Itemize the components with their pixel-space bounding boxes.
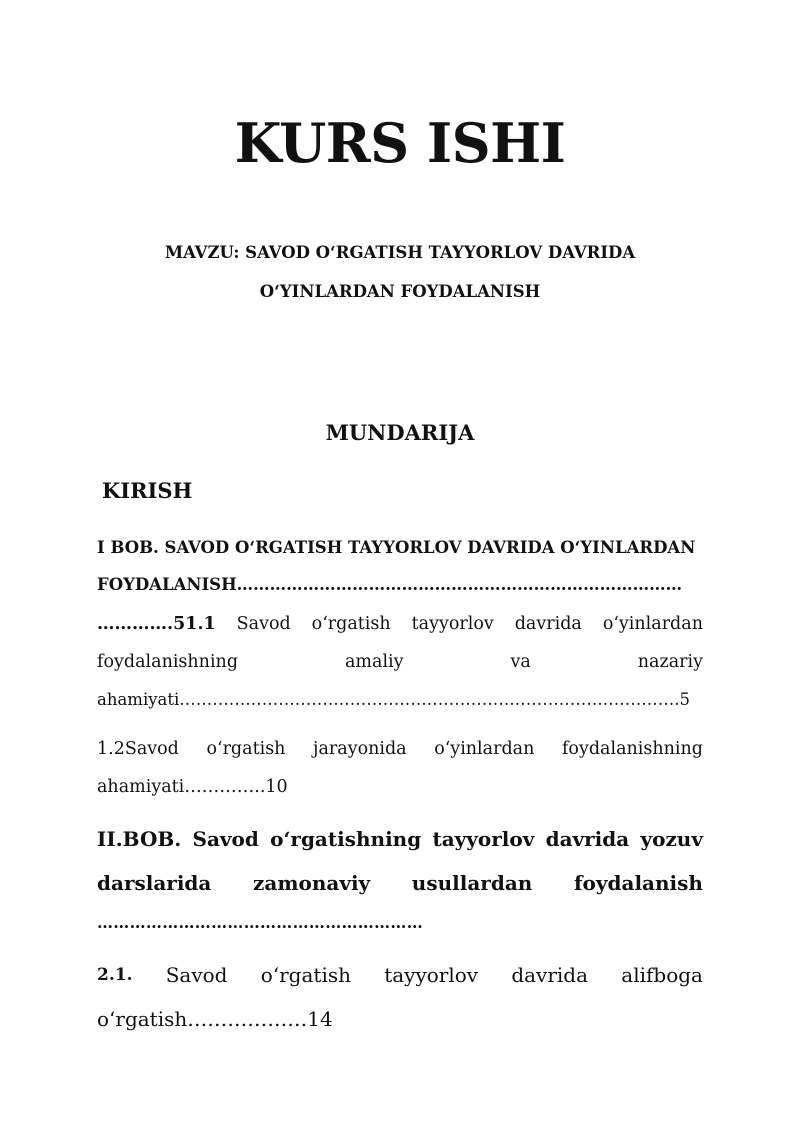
- toc-word: tayyorlov: [411, 614, 494, 634]
- chapter-2-line-1: [97, 825, 703, 853]
- toc-word: II.BOB.: [97, 827, 182, 851]
- section-2-1-number: 2.1.: [97, 965, 133, 985]
- section-1-1-line-3: ahamiyati……………………………………………………………………………….5: [97, 690, 691, 709]
- toc-word: Savod: [192, 827, 259, 851]
- section-1-1-line-2: [97, 650, 703, 674]
- toc-word: darslarida: [97, 871, 212, 895]
- toc-word: Savod: [236, 614, 291, 634]
- chapter-1-title-line-2: FOYDALANISH………………………………………………………………………: [97, 575, 683, 594]
- toc-word: Savod: [165, 963, 228, 987]
- toc-word: tayyorlov: [384, 963, 479, 987]
- toc-word: alifboga: [621, 963, 703, 987]
- document-title: KURS ISHI: [234, 111, 566, 175]
- section-2-1-line-1: [97, 961, 703, 989]
- toc-word: 1.2Savod: [97, 739, 179, 759]
- toc-word: foydalanishning: [561, 739, 703, 759]
- topic-line-2: O‘YINLARDAN FOYDALANISH: [259, 282, 541, 301]
- toc-word: o‘rgatish: [311, 614, 391, 634]
- chapter-2-line-2: [97, 869, 703, 897]
- section-1-1-line-1: [97, 612, 703, 636]
- chapter-1-title-line-1: I BOB. SAVOD O‘RGATISH TAYYORLOV DAVRIDA O‘YINLARDAN: [97, 538, 696, 557]
- toc-word: davrida: [514, 614, 582, 634]
- section-2-1-line-2: o‘rgatish………………14: [97, 1007, 333, 1031]
- toc-word: o‘rgatish: [206, 739, 286, 759]
- toc-word: tayyorlov: [432, 827, 535, 851]
- toc-word: zamonaviy: [253, 871, 371, 895]
- toc-word: o‘rgatish: [260, 963, 351, 987]
- toc-word: nazariy: [637, 652, 703, 672]
- toc-word: foydalanishning: [97, 652, 239, 672]
- toc-word: jarayonida: [313, 739, 407, 759]
- toc-word: ………….51.1: [97, 614, 216, 634]
- toc-word: usullardan: [411, 871, 533, 895]
- chapter-2-line-3: ……………………………………………………: [97, 913, 423, 932]
- toc-word: davrida: [545, 827, 630, 851]
- toc-word: o‘yinlardan: [602, 614, 703, 634]
- toc-word: amaliy: [344, 652, 404, 672]
- toc-word: o‘rgatishning: [270, 827, 422, 851]
- toc-word: davrida: [511, 963, 589, 987]
- toc-word: yozuv: [640, 827, 703, 851]
- toc-word: foydalanish: [573, 871, 703, 895]
- section-1-2-line-1: [97, 737, 703, 761]
- contents-heading: MUNDARIJA: [325, 420, 475, 445]
- section-1-2-line-2: ahamiyati…………..10: [97, 777, 288, 797]
- toc-word: va: [510, 652, 531, 672]
- toc-word: o‘yinlardan: [434, 739, 535, 759]
- topic-line-1: MAVZU: SAVOD O‘RGATISH TAYYORLOV DAVRIDA: [164, 243, 636, 262]
- intro-heading: KIRISH: [102, 478, 193, 503]
